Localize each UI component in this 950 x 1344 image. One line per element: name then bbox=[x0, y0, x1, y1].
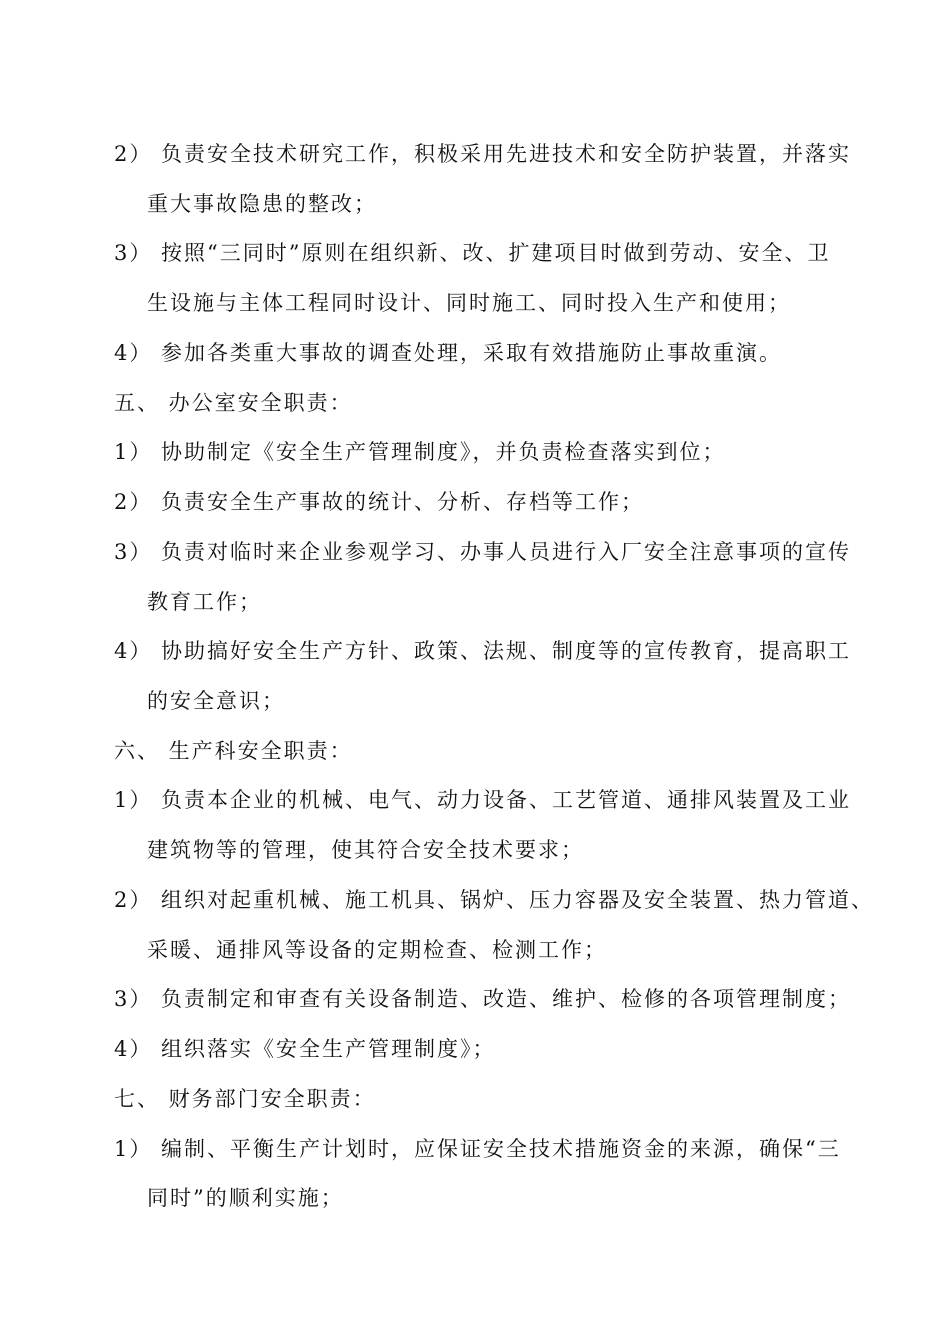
list-item-continuation: 重大事故隐患的整改； bbox=[147, 192, 377, 216]
list-item: 2） 负责安全技术研究工作，积极采用先进技术和安全防护装置，并落实 bbox=[114, 142, 852, 166]
list-item-continuation: 教育工作； bbox=[147, 590, 262, 614]
section-heading: 七、 财务部门安全职责： bbox=[114, 1087, 376, 1111]
list-item-continuation: 建筑物等的管理，使其符合安全技术要求； bbox=[147, 838, 584, 862]
list-item: 3） 负责制定和审查有关设备制造、改造、维护、检修的各项管理制度； bbox=[114, 987, 852, 1011]
list-item-continuation: 的安全意识； bbox=[147, 689, 285, 713]
list-item-continuation: 同时”的顺利实施； bbox=[147, 1186, 344, 1210]
list-item: 2） 组织对起重机械、施工机具、锅炉、压力容器及安全装置、热力管道、 bbox=[114, 888, 875, 912]
section-heading: 六、 生产科安全职责： bbox=[114, 739, 353, 763]
list-item: 3） 负责对临时来企业参观学习、办事人员进行入厂安全注意事项的宣传 bbox=[114, 540, 852, 564]
section-heading: 五、 办公室安全职责： bbox=[114, 391, 353, 415]
list-item: 2） 负责安全生产事故的统计、分析、存档等工作； bbox=[114, 490, 645, 514]
list-item: 3） 按照“三同时”原则在组织新、改、扩建项目时做到劳动、安全、卫 bbox=[114, 241, 831, 265]
list-item: 1） 编制、平衡生产计划时，应保证安全技术措施资金的来源，确保“三 bbox=[114, 1137, 841, 1161]
list-item: 4） 参加各类重大事故的调查处理，采取有效措施防止事故重演。 bbox=[114, 341, 783, 365]
list-item: 4） 协助搞好安全生产方针、政策、法规、制度等的宣传教育，提高职工 bbox=[114, 639, 852, 663]
list-item-continuation: 生设施与主体工程同时设计、同时施工、同时投入生产和使用； bbox=[147, 291, 791, 315]
list-item: 1） 协助制定《安全生产管理制度》，并负责检查落实到位； bbox=[114, 440, 726, 464]
list-item-continuation: 采暖、通排风等设备的定期检查、检测工作； bbox=[147, 938, 607, 962]
list-item: 1） 负责本企业的机械、电气、动力设备、工艺管道、通排风装置及工业 bbox=[114, 788, 852, 812]
list-item: 4） 组织落实《安全生产管理制度》； bbox=[114, 1037, 496, 1061]
